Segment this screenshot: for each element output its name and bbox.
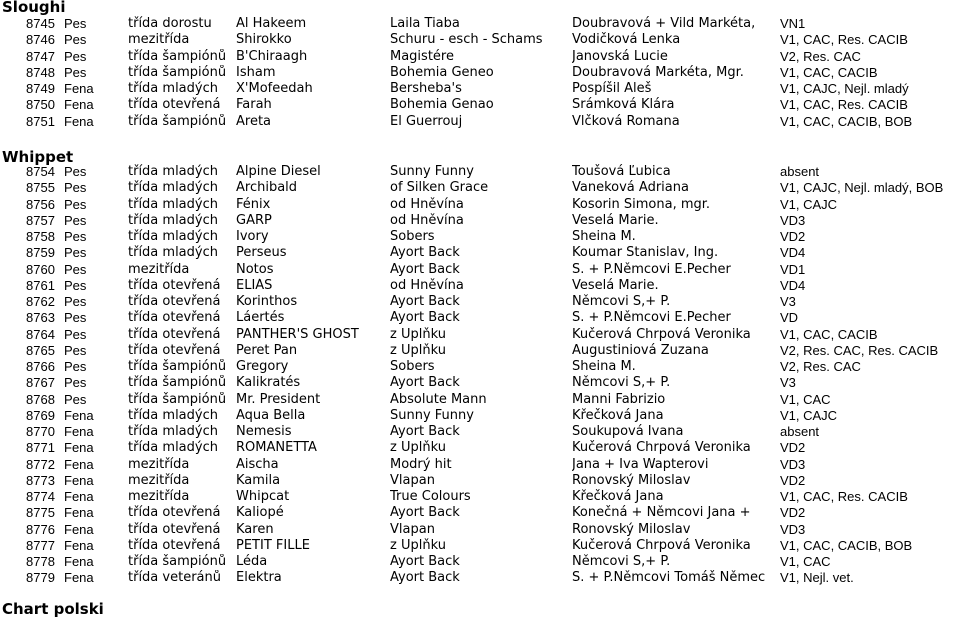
- result-cell: VD: [780, 310, 799, 326]
- sex-cell: Pes: [64, 196, 87, 212]
- show-class-cell: mezitřída: [128, 261, 190, 277]
- result-cell: V1, CAJC, Nejl. mladý, BOB: [780, 180, 944, 196]
- kennel-cell: Bohemia Genao: [390, 97, 494, 113]
- owner-cell: Soukupová Ivana: [572, 424, 684, 439]
- catalog-number-cell: 8758: [26, 229, 55, 244]
- kennel-cell: od Hněvína: [390, 277, 464, 293]
- table-row: [0, 424, 960, 440]
- kennel-cell: Ayort Back: [390, 554, 460, 569]
- result-cell: V1, CAJC: [780, 196, 838, 212]
- owner-cell: Doubravová Markéta, Mgr.: [572, 64, 744, 80]
- dog-name-cell: Ivory: [236, 229, 269, 244]
- catalog-number-cell: 8776: [26, 521, 55, 537]
- show-class-cell: třída šampiónů: [128, 391, 227, 407]
- section-title-sloughi: Sloughi: [2, 0, 66, 16]
- result-cell: V2, Res. CAC, Res. CACIB: [780, 342, 939, 358]
- owner-cell: Sheina M.: [572, 229, 636, 244]
- show-class-cell: třída šampiónů: [128, 359, 227, 374]
- show-class-cell: třída mladých: [128, 212, 218, 228]
- catalog-number-cell: 8757: [26, 212, 55, 228]
- catalog-number-cell: 8772: [26, 456, 55, 472]
- owner-cell: Janovská Lucie: [572, 48, 668, 64]
- catalog-number-cell: 8759: [26, 245, 55, 261]
- catalog-number-cell: 8765: [26, 342, 55, 358]
- owner-cell: Němcovi S,+ P.: [572, 294, 671, 309]
- kennel-cell: od Hněvína: [390, 196, 464, 212]
- sex-cell: Fena: [64, 424, 94, 439]
- kennel-cell: Sobers: [390, 229, 435, 244]
- result-cell: V1, CAC, Res. CACIB: [780, 32, 908, 48]
- table-row: [0, 114, 960, 130]
- show-class-cell: třída šampiónů: [128, 113, 227, 129]
- show-class-cell: mezitřída: [128, 472, 190, 488]
- catalog-number-cell: 8747: [26, 48, 55, 64]
- sex-cell: Fena: [64, 505, 94, 521]
- owner-cell: Veselá Marie.: [572, 212, 659, 228]
- table-row: [0, 489, 960, 505]
- kennel-cell: Magistére: [390, 48, 454, 64]
- owner-cell: S. + P.Němcovi E.Pecher: [572, 261, 731, 277]
- kennel-cell: Bohemia Geneo: [390, 64, 494, 80]
- table-row: [0, 49, 960, 65]
- show-class-cell: třída mladých: [128, 440, 218, 456]
- catalog-number-cell: 8771: [26, 440, 55, 456]
- dog-name-cell: Notos: [236, 261, 274, 277]
- sex-cell: Fena: [64, 537, 94, 553]
- kennel-cell: Bersheba's: [390, 81, 462, 96]
- catalog-number-cell: 8773: [26, 472, 55, 488]
- owner-cell: Kosorin Simona, mgr.: [572, 196, 711, 212]
- section-title-chart-polski: Chart polski: [2, 600, 104, 618]
- dog-name-cell: Elektra: [236, 570, 282, 586]
- show-class-cell: třída otevřená: [128, 505, 221, 521]
- catalog-number-cell: 8779: [26, 570, 55, 586]
- dog-name-cell: Láertés: [236, 310, 285, 326]
- owner-cell: Šrámková Klára: [572, 97, 675, 113]
- sex-cell: Pes: [64, 229, 87, 244]
- show-class-cell: třída mladých: [128, 245, 218, 261]
- result-cell: V1, CAJC: [780, 407, 838, 423]
- dog-name-cell: Archibald: [236, 180, 298, 196]
- sex-cell: Fena: [64, 489, 94, 504]
- dog-name-cell: Kalikratés: [236, 375, 301, 391]
- table-row: [0, 16, 960, 32]
- result-cell: absent: [780, 424, 820, 439]
- catalog-number-cell: 8775: [26, 505, 55, 521]
- catalog-number-cell: 8763: [26, 310, 55, 326]
- sex-cell: Pes: [64, 32, 87, 48]
- show-class-cell: třída šampiónů: [128, 375, 227, 391]
- table-row: [0, 554, 960, 570]
- kennel-cell: Ayort Back: [390, 310, 460, 326]
- sex-cell: Fena: [64, 554, 94, 569]
- sex-cell: Pes: [64, 212, 87, 228]
- result-cell: VD2: [780, 440, 806, 456]
- kennel-cell: Sobers: [390, 359, 435, 374]
- result-cell: V2, Res. CAC: [780, 48, 861, 64]
- owner-cell: Němcovi S,+ P.: [572, 554, 671, 569]
- result-cell: VD1: [780, 261, 806, 277]
- show-class-cell: třída šampiónů: [128, 554, 227, 569]
- catalog-number-cell: 8748: [26, 64, 55, 80]
- show-class-cell: třída mladých: [128, 180, 218, 196]
- sex-cell: Pes: [64, 245, 87, 261]
- table-row: [0, 505, 960, 521]
- result-cell: VD2: [780, 505, 806, 521]
- owner-cell: Vlčková Romana: [572, 113, 680, 129]
- show-class-cell: mezitřída: [128, 456, 190, 472]
- owner-cell: Konečná + Němcovi Jana +: [572, 505, 751, 521]
- owner-cell: Koumar Stanislav, Ing.: [572, 245, 719, 261]
- show-class-cell: třída mladých: [128, 424, 218, 439]
- owner-cell: Manni Fabrizio: [572, 391, 666, 407]
- show-class-cell: mezitřída: [128, 489, 190, 504]
- table-row: [0, 538, 960, 554]
- result-cell: V1, CAC: [780, 554, 831, 569]
- catalog-number-cell: 8750: [26, 97, 55, 113]
- table-row: [0, 310, 960, 326]
- result-cell: V1, CAC, Res. CACIB: [780, 97, 908, 113]
- sex-cell: Pes: [64, 277, 87, 293]
- sex-cell: Pes: [64, 64, 87, 80]
- table-row: [0, 440, 960, 456]
- catalog-number-cell: 8770: [26, 424, 55, 439]
- sex-cell: Fena: [64, 97, 94, 113]
- table-row: [0, 392, 960, 408]
- show-class-cell: třída otevřená: [128, 537, 221, 553]
- owner-cell: Křečková Jana: [572, 489, 664, 504]
- table-row: [0, 32, 960, 48]
- result-cell: V1, CAC, CACIB, BOB: [780, 537, 913, 553]
- dog-name-cell: Al Hakeem: [236, 16, 307, 31]
- sex-cell: Pes: [64, 16, 87, 31]
- dog-name-cell: ELIÁŠ: [236, 277, 273, 293]
- owner-cell: Toušová Ľubica: [572, 164, 671, 179]
- dog-name-cell: ROMANETTA: [236, 440, 317, 456]
- kennel-cell: z Úplňku: [390, 326, 446, 342]
- show-class-cell: třída otevřená: [128, 521, 221, 537]
- catalog-number-cell: 8766: [26, 359, 55, 374]
- result-cell: V1, CAC, CACIB, BOB: [780, 113, 913, 129]
- kennel-cell: Schuru - esch - Schams: [390, 32, 543, 48]
- table-row: [0, 262, 960, 278]
- result-cell: V1, CAC, CACIB: [780, 64, 878, 80]
- result-cell: V1, CAC, Res. CACIB: [780, 489, 908, 504]
- kennel-cell: Ayort Back: [390, 375, 460, 391]
- table-row: [0, 245, 960, 261]
- result-cell: V3: [780, 294, 796, 309]
- show-class-cell: třída veteránů: [128, 570, 221, 586]
- table-row: [0, 164, 960, 180]
- owner-cell: Kučerová Chrpová Veronika: [572, 326, 751, 342]
- sex-cell: Fena: [64, 81, 94, 96]
- kennel-cell: of Silken Grace: [390, 180, 489, 196]
- dog-name-cell: Nemesis: [236, 424, 292, 439]
- sex-cell: Fena: [64, 472, 94, 488]
- table-row: [0, 473, 960, 489]
- dog-name-cell: Karen: [236, 521, 274, 537]
- dog-name-cell: Aqua Bella: [236, 407, 306, 423]
- catalog-number-cell: 8764: [26, 326, 55, 342]
- catalog-number-cell: 8767: [26, 375, 55, 391]
- kennel-cell: Ayort Back: [390, 505, 460, 521]
- owner-cell: S. + P.Němcovi E.Pecher: [572, 310, 731, 326]
- dog-name-cell: Kaliopé: [236, 505, 284, 521]
- result-cell: V1, Nejl. vet.: [780, 570, 854, 586]
- sex-cell: Pes: [64, 310, 87, 326]
- kennel-cell: Absolute Mann: [390, 391, 487, 407]
- result-cell: V2, Res. CAC: [780, 359, 861, 374]
- table-row: [0, 408, 960, 424]
- owner-cell: Veselá Marie.: [572, 277, 659, 293]
- catalog-number-cell: 8762: [26, 294, 55, 309]
- table-row: [0, 570, 960, 586]
- dog-name-cell: Mr. President: [236, 391, 321, 407]
- result-cell: V3: [780, 375, 796, 391]
- owner-cell: Kučerová Chrpová Veronika: [572, 537, 751, 553]
- catalog-number-cell: 8761: [26, 277, 55, 293]
- result-cell: VD3: [780, 456, 806, 472]
- kennel-cell: Ayort Back: [390, 424, 460, 439]
- kennel-cell: z Úplňku: [390, 342, 446, 358]
- result-cell: VD4: [780, 277, 806, 293]
- result-cell: VN1: [780, 16, 806, 31]
- owner-cell: Augustiniová Zuzana: [572, 342, 709, 358]
- result-cell: VD2: [780, 472, 806, 488]
- sex-cell: Pes: [64, 391, 87, 407]
- dog-name-cell: Shirokko: [236, 32, 292, 48]
- kennel-cell: Sunny Funny: [390, 164, 474, 179]
- results-table-whippet: [0, 164, 960, 587]
- result-cell: VD3: [780, 212, 806, 228]
- kennel-cell: Sunny Funny: [390, 407, 474, 423]
- owner-cell: S. + P.Němcovi Tomáš Němec: [572, 570, 766, 586]
- dog-name-cell: Farah: [236, 97, 272, 113]
- table-row: [0, 327, 960, 343]
- show-class-cell: třída otevřená: [128, 342, 221, 358]
- owner-cell: Pospíšil Aleš: [572, 81, 652, 96]
- dog-name-cell: Korinthos: [236, 294, 298, 309]
- sex-cell: Fena: [64, 456, 94, 472]
- owner-cell: Křečková Jana: [572, 407, 664, 423]
- table-row: [0, 180, 960, 196]
- dog-name-cell: Perseus: [236, 245, 287, 261]
- owner-cell: Ronovský Miloslav: [572, 521, 691, 537]
- catalog-number-cell: 8745: [26, 16, 55, 31]
- table-row: [0, 65, 960, 81]
- dog-name-cell: X'Mofeedah: [236, 81, 313, 96]
- show-class-cell: třída otevřená: [128, 277, 221, 293]
- catalog-number-cell: 8760: [26, 261, 55, 277]
- sex-cell: Pes: [64, 48, 87, 64]
- owner-cell: Vodičková Lenka: [572, 32, 681, 48]
- kennel-cell: z Úplňku: [390, 537, 446, 553]
- dog-name-cell: Léda: [236, 554, 268, 569]
- sex-cell: Fena: [64, 521, 94, 537]
- table-row: [0, 457, 960, 473]
- show-class-cell: mezitřída: [128, 32, 190, 48]
- catalog-number-cell: 8756: [26, 196, 55, 212]
- table-row: [0, 278, 960, 294]
- owner-cell: Jana + Iva Wapterovi: [572, 456, 709, 472]
- sex-cell: Pes: [64, 180, 87, 196]
- show-class-cell: třída mladých: [128, 81, 218, 96]
- result-cell: VD2: [780, 229, 806, 244]
- owner-cell: Němcovi S,+ P.: [572, 375, 671, 391]
- table-row: [0, 97, 960, 113]
- table-row: [0, 197, 960, 213]
- sex-cell: Fena: [64, 440, 94, 456]
- show-class-cell: třída mladých: [128, 164, 218, 179]
- table-row: [0, 81, 960, 97]
- dog-name-cell: Aischa: [236, 456, 279, 472]
- kennel-cell: Ayort Back: [390, 294, 460, 309]
- kennel-cell: El Guerrouj: [390, 113, 463, 129]
- table-row: [0, 375, 960, 391]
- table-row: [0, 294, 960, 310]
- table-row: [0, 359, 960, 375]
- result-cell: VD3: [780, 521, 806, 537]
- kennel-cell: Laila Tiaba: [390, 16, 460, 31]
- show-class-cell: třída otevřená: [128, 97, 221, 113]
- section-title-whippet: Whippet: [2, 148, 74, 166]
- dog-name-cell: PETIT FILLE: [236, 537, 310, 553]
- table-row: [0, 522, 960, 538]
- show-class-cell: třída otevřená: [128, 310, 221, 326]
- owner-cell: Ronovský Miloslav: [572, 472, 691, 488]
- sex-cell: Pes: [64, 294, 87, 309]
- show-class-cell: třída dorostu: [128, 16, 212, 31]
- dog-name-cell: Areta: [236, 113, 272, 129]
- result-cell: V1, CAC: [780, 391, 831, 407]
- table-row: [0, 343, 960, 359]
- dog-name-cell: B'Chiraagh: [236, 48, 308, 64]
- catalog-number-cell: 8746: [26, 32, 55, 48]
- dog-name-cell: Peret Pan: [236, 342, 298, 358]
- sex-cell: Pes: [64, 375, 87, 391]
- kennel-cell: od Hněvína: [390, 212, 464, 228]
- table-row: [0, 229, 960, 245]
- show-class-cell: třída mladých: [128, 229, 218, 244]
- sex-cell: Fena: [64, 407, 94, 423]
- results-table-sloughi: [0, 16, 960, 130]
- result-cell: V1, CAC, CACIB: [780, 326, 878, 342]
- dog-name-cell: Alpine Diesel: [236, 164, 321, 179]
- dog-name-cell: Fénix: [236, 196, 271, 212]
- catalog-number-cell: 8777: [26, 537, 55, 553]
- catalog-number-cell: 8768: [26, 391, 55, 407]
- sex-cell: Fena: [64, 113, 94, 129]
- dog-name-cell: PANTHER'S GHOST: [236, 326, 359, 342]
- sex-cell: Pes: [64, 326, 87, 342]
- kennel-cell: True Colours: [390, 489, 471, 504]
- show-class-cell: třída otevřená: [128, 326, 221, 342]
- owner-cell: Sheina M.: [572, 359, 636, 374]
- owner-cell: Kučerová Chrpová Veronika: [572, 440, 751, 456]
- sex-cell: Fena: [64, 570, 94, 586]
- sex-cell: Pes: [64, 342, 87, 358]
- sex-cell: Pes: [64, 261, 87, 277]
- catalog-number-cell: 8769: [26, 407, 55, 423]
- result-cell: V1, CAJC, Nejl. mladý: [780, 81, 909, 96]
- dog-name-cell: Isham: [236, 64, 276, 80]
- sex-cell: Pes: [64, 164, 87, 179]
- table-row: [0, 213, 960, 229]
- kennel-cell: Ayort Back: [390, 245, 460, 261]
- kennel-cell: Vlapan: [390, 521, 435, 537]
- show-class-cell: třída šampiónů: [128, 48, 227, 64]
- sex-cell: Pes: [64, 359, 87, 374]
- dog-name-cell: Gregory: [236, 359, 289, 374]
- catalog-number-cell: 8755: [26, 180, 55, 196]
- dog-name-cell: GARP: [236, 212, 272, 228]
- catalog-number-cell: 8754: [26, 164, 55, 179]
- result-cell: absent: [780, 164, 820, 179]
- kennel-cell: Vlapan: [390, 472, 435, 488]
- catalog-number-cell: 8778: [26, 554, 55, 569]
- kennel-cell: Ayort Back: [390, 570, 460, 586]
- dog-name-cell: Whipcat: [236, 489, 290, 504]
- dog-name-cell: Kamila: [236, 472, 281, 488]
- result-cell: VD4: [780, 245, 806, 261]
- catalog-number-cell: 8749: [26, 81, 55, 96]
- owner-cell: Vaneková Adriana: [572, 180, 689, 196]
- catalog-number-cell: 8751: [26, 113, 55, 129]
- kennel-cell: Ayort Back: [390, 261, 460, 277]
- owner-cell: Doubravová + Vild Markéta,: [572, 16, 756, 31]
- show-class-cell: třída šampiónů: [128, 64, 227, 80]
- kennel-cell: z Úplňku: [390, 440, 446, 456]
- show-class-cell: třída otevřená: [128, 294, 221, 309]
- kennel-cell: Modrý hit: [390, 456, 452, 472]
- show-class-cell: třída mladých: [128, 407, 218, 423]
- catalog-number-cell: 8774: [26, 489, 55, 504]
- show-class-cell: třída mladých: [128, 196, 218, 212]
